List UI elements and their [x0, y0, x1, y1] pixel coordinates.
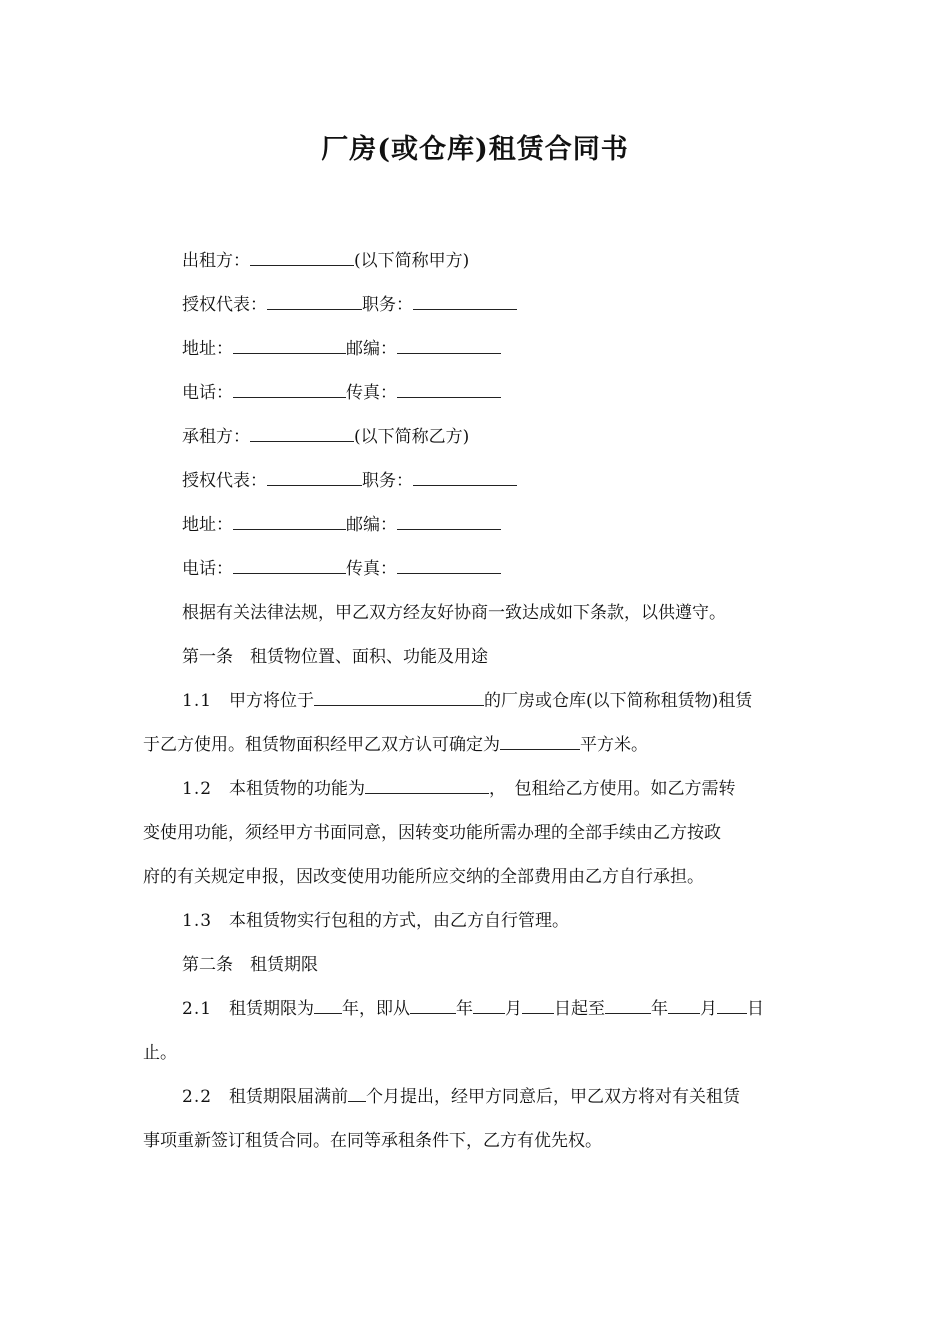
function-blank [365, 777, 489, 794]
clause-text: ， 包租给乙方使用。如乙方需转 [489, 779, 736, 799]
lessee-fax-blank [397, 557, 501, 574]
clause-text: 个月提出，经甲方同意后，甲乙双方将对有关租赁 [366, 1087, 741, 1107]
lessee-address-blank [233, 513, 346, 530]
lessor-position-blank [413, 293, 517, 310]
clause-2-1-line1 [143, 987, 809, 1031]
lessor-address-blank [233, 337, 346, 354]
clause-text: 本租赁物实行包租的方式，由乙方自行管理。 [229, 911, 570, 931]
lessor-rep-label: 授权代表： [182, 295, 267, 315]
lessee-rep-line [143, 459, 809, 503]
start-year-blank [410, 997, 456, 1014]
lessor-address-line [143, 327, 809, 371]
clause-1-1-line1 [143, 679, 809, 723]
clause-text: 平方米。 [580, 735, 648, 755]
lessee-rep-label: 授权代表： [182, 471, 267, 491]
lessee-suffix: (以下简称乙方) [354, 427, 470, 447]
clause-text: 日起至 [554, 999, 606, 1019]
lessee-name-blank [250, 425, 354, 442]
location-blank [314, 689, 484, 706]
lessee-postcode-label: 邮编： [346, 515, 397, 535]
clause-text: 甲方将位于 [229, 691, 315, 711]
lessee-address-label: 地址： [182, 515, 233, 535]
year-label: 年 [651, 999, 669, 1019]
clause-1-1-line2 [143, 723, 809, 767]
clause-2-2-line2: 事项重新签订租赁合同。在同等承租条件下，乙方有优先权。 [143, 1131, 602, 1151]
start-day-blank [522, 997, 554, 1014]
end-day-blank [717, 997, 747, 1014]
contract-title: 厂房(或仓库)租赁合同书 [321, 134, 629, 165]
area-blank [500, 733, 580, 750]
lessor-postcode-blank [397, 337, 501, 354]
month-label: 月 [505, 999, 523, 1019]
term-years-blank [314, 997, 342, 1014]
lessor-phone-line [143, 371, 809, 415]
year-label: 年 [456, 999, 474, 1019]
lessor-address-label: 地址： [182, 339, 233, 359]
clause-number: 2.2 [182, 1087, 213, 1107]
lessee-phone-label: 电话： [182, 559, 233, 579]
lessor-suffix: (以下简称甲方) [354, 251, 470, 271]
contract-body [143, 239, 809, 1163]
clause-number: 1.3 [182, 911, 213, 931]
clause-text: 租赁期限届满前 [229, 1087, 349, 1107]
clause-1-2-line2: 变使用功能，须经甲方书面同意，因转变功能所需办理的全部手续由乙方按政 [143, 823, 721, 843]
lessee-phone-line [143, 547, 809, 591]
lessor-label: 出租方： [182, 251, 250, 271]
month-label: 月 [700, 999, 718, 1019]
lessee-rep-blank [267, 469, 362, 486]
lessor-phone-label: 电话： [182, 383, 233, 403]
lessor-postcode-label: 邮编： [346, 339, 397, 359]
clause-1-2-line3: 府的有关规定申报，因改变使用功能所应交纳的全部费用由乙方自行承担。 [143, 867, 704, 887]
clause-text: 于乙方使用。租赁物面积经甲乙双方认可确定为 [143, 735, 500, 755]
lessor-phone-blank [233, 381, 346, 398]
clause-2-1-line2: 止。 [143, 1043, 177, 1063]
lessee-phone-blank [233, 557, 346, 574]
end-year-blank [605, 997, 651, 1014]
clause-text: 的厂房或仓库(以下简称租赁物)租赁 [484, 691, 753, 711]
lessee-position-label: 职务： [362, 471, 413, 491]
clause-1-2-line1 [143, 767, 809, 811]
year-label: 年 [342, 999, 360, 1019]
lessor-position-label: 职务： [362, 295, 413, 315]
lessor-line [143, 239, 809, 283]
clause-number: 1.1 [182, 691, 213, 711]
lessee-label: 承租方： [182, 427, 250, 447]
lessee-address-line [143, 503, 809, 547]
clause-2-2-line1 [143, 1075, 809, 1119]
clause-number: 2.1 [182, 999, 213, 1019]
lessee-line [143, 415, 809, 459]
lessor-fax-label: 传真： [346, 383, 397, 403]
article1-heading: 第一条 租赁物位置、面积、功能及用途 [182, 647, 488, 667]
start-month-blank [473, 997, 505, 1014]
day-label: 日 [747, 999, 765, 1019]
article2-heading: 第二条 租赁期限 [182, 955, 318, 975]
preamble: 根据有关法律法规，甲乙双方经友好协商一致达成如下条款，以供遵守。 [182, 603, 726, 623]
clause-text: 本租赁物的功能为 [229, 779, 366, 799]
lessor-name-blank [250, 249, 354, 266]
lessor-fax-blank [397, 381, 501, 398]
lessee-position-blank [413, 469, 517, 486]
lessor-rep-blank [267, 293, 362, 310]
clause-text: 租赁期限为 [229, 999, 315, 1019]
lessee-fax-label: 传真： [346, 559, 397, 579]
months-blank [348, 1085, 366, 1102]
clause-text: ，即从 [359, 999, 411, 1019]
clause-number: 1.2 [182, 779, 213, 799]
lessee-postcode-blank [397, 513, 501, 530]
lessor-rep-line [143, 283, 809, 327]
end-month-blank [668, 997, 700, 1014]
clause-1-3 [143, 899, 809, 943]
